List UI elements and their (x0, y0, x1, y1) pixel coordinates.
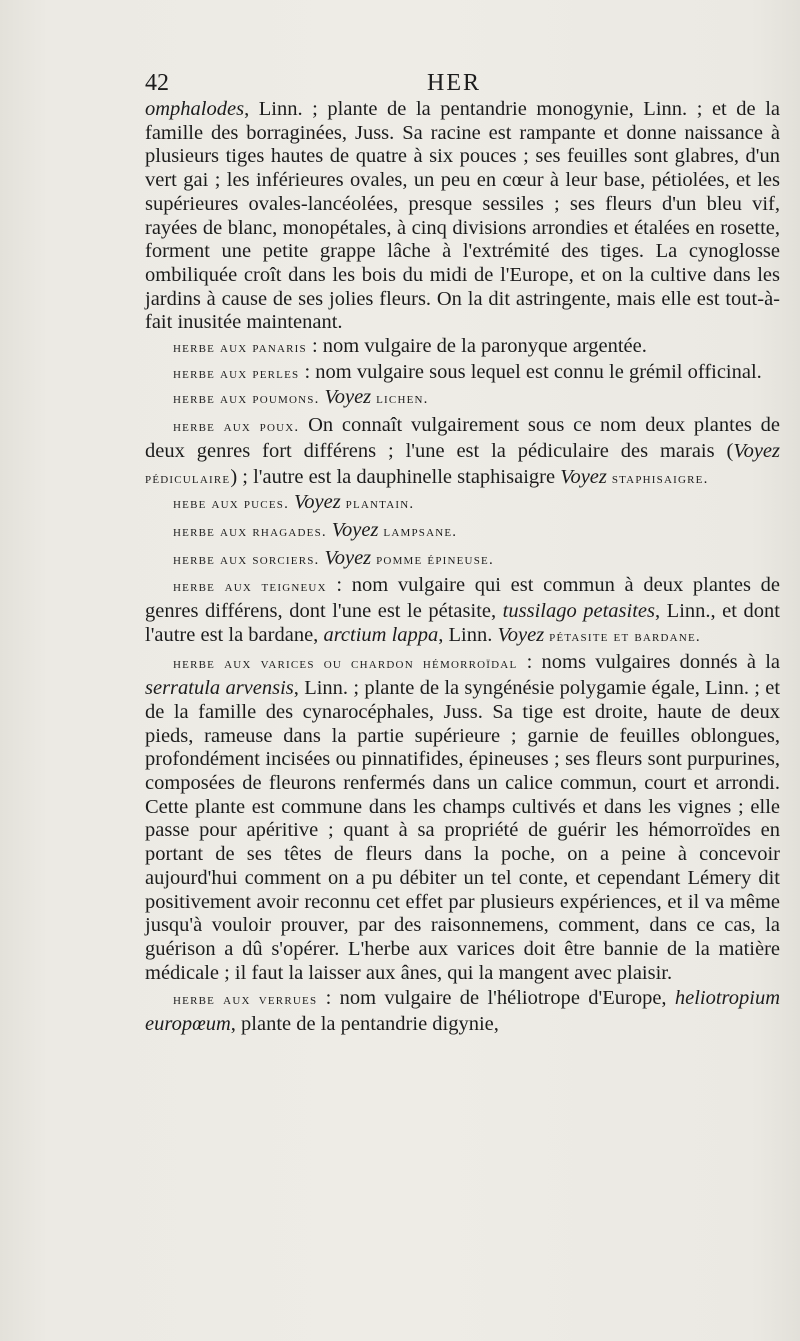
entry-herbe-aux-teigneux (145, 574, 780, 649)
entry-text: : nom vulgaire de l'héliotrope d'Europe, (317, 987, 675, 1010)
headword: herbe aux sorciers. (173, 551, 325, 568)
entry-text: , plante de la pentandrie digynie, (230, 1013, 499, 1036)
italic-term: omphalodes (145, 98, 245, 120)
entry-text: , Linn. ; plante de la pentandrie monogynie, Linn. ; et de la famille des borraginées, Juss. Sa racine est rampante et donne naissance à plusieurs tiges hautes de quatre à six pouces ; ses feuilles sont glabres, d'un vert gai ; les inférieures ovales, un peu en cœur à leur base, pétiolées, et les supérieures ovales-lancéolées, presque sessiles ; ses fleurs d'un bleu vif, rayées de blanc, monopétales, à cinq divisions arrondies et étalées en rosette, forment une petite grappe lâche à l'extrémité des tiges. La cynoglosse ombiliquée croît dans les bois du midi de l'Europe, et on la cultive dans les jardins à cause de ses jolies fleurs. On la dit astringente, mais elle est tout-à-fait inusitée maintenant. (145, 98, 780, 334)
entry-herbe-aux-sorciers (145, 547, 780, 573)
italic-term: heliotropium europœum (145, 987, 780, 1036)
headword: herbe aux verrues (173, 992, 318, 1009)
entry-herbe-aux-verrues (145, 987, 780, 1036)
headword: pédiculaire (145, 470, 231, 487)
headword: pétasite et bardane. (544, 628, 701, 645)
entry-herbe-aux-puces (145, 491, 780, 517)
headword: lichen. (371, 391, 429, 408)
headword: lampsane. (378, 523, 458, 540)
entry-omphalodes (145, 98, 780, 335)
entry-text: : noms vulgaires donnés à la (517, 651, 780, 674)
headword: herbe aux poumons. (173, 391, 325, 408)
headword: plantain. (340, 496, 415, 513)
italic-term: arctium lappa (323, 623, 439, 646)
italic-term: tussilago petasites (502, 600, 655, 623)
entry-text: : nom vulgaire sous lequel est connu le grémil officinal. (299, 360, 762, 383)
headword: herbe aux panaris (173, 340, 307, 357)
italic-term: Voyez (331, 518, 379, 541)
italic-term: Voyez (560, 465, 607, 488)
entry-text: On connaît vulgairement sous ce nom deux plantes de deux genres fort différens ; l'une est la pédiculaire des marais ( (145, 414, 780, 462)
entry-text: , Linn. (438, 623, 498, 646)
entry-herbe-aux-panaris (145, 335, 780, 361)
italic-term: serratula arvensis (145, 677, 294, 700)
entry-herbe-aux-perles (145, 361, 780, 387)
headword: herbe aux perles (173, 365, 300, 382)
entry-text: : nom vulgaire qui est commun à deux plantes de genres différens, dont l'une est le pétasite, (145, 574, 780, 623)
italic-term: Voyez (324, 546, 372, 569)
entry-text: : nom vulgaire de la paronyque argentée. (306, 335, 647, 358)
italic-term: Voyez (497, 623, 545, 646)
headword: herbe aux varices ou chardon hémorroïdal (173, 656, 518, 673)
entry-text: , Linn. ; plante de la syngénésie polygamie égale, Linn. ; et de la famille des cynarocéphales, Juss. Sa tige est droite, haute de deux pieds, rameuse dans la partie supérieure ; garnie de feuilles oblongues, profondément incisées ou pinnatifides, épineuses ; ses fleurs sont purpurines, composées de fleurons renfermés dans un calice commun, court et arrondi. Cette plante est commune dans les champs cultivés et dans les vignes ; elle passe pour apéritive ; quant à sa propriété de guérir les hémorroïdes en portant de ses têtes de fleurs dans la poche, on a peine à concevoir aujourd'hui comment on a pu débiter un tel conte, et cependant Lémery dit positivement avoir reconnu cet effet par plusieurs expériences, et il va même jusqu'à vouloir prouver, par des raisonnemens, comment, dans ce cas, la guérison a dû s'opérer. L'herbe aux varices doit être bannie de la matière médicale ; il faut la laisser aux ânes, qui la mangent avec plaisir. (145, 677, 781, 984)
headword: herbe aux rhagades. (173, 523, 332, 540)
headword: pomme épineuse. (371, 551, 494, 568)
entry-text: ) ; l'autre est la dauphinelle staphisaigre (230, 465, 561, 488)
entry-herbe-aux-poux (145, 414, 780, 491)
page-number: 42 (145, 70, 169, 96)
entry-text: , Linn., et dont l'autre est la bardane, (145, 600, 780, 646)
italic-term: Voyez (733, 439, 780, 462)
body-text (145, 98, 780, 1037)
headword: herbe aux teigneux (173, 579, 327, 596)
italic-term: Voyez (324, 386, 372, 409)
entry-herbe-aux-rhagades (145, 519, 780, 545)
headword: staphisaigre. (606, 470, 709, 487)
headword: hebe aux puces. (173, 496, 294, 513)
entry-herbe-aux-varices (145, 651, 780, 985)
italic-term: Voyez (294, 491, 341, 514)
entry-herbe-aux-poumons (145, 386, 780, 412)
running-head: HER (427, 70, 481, 96)
headword: herbe aux poux. (173, 419, 300, 436)
